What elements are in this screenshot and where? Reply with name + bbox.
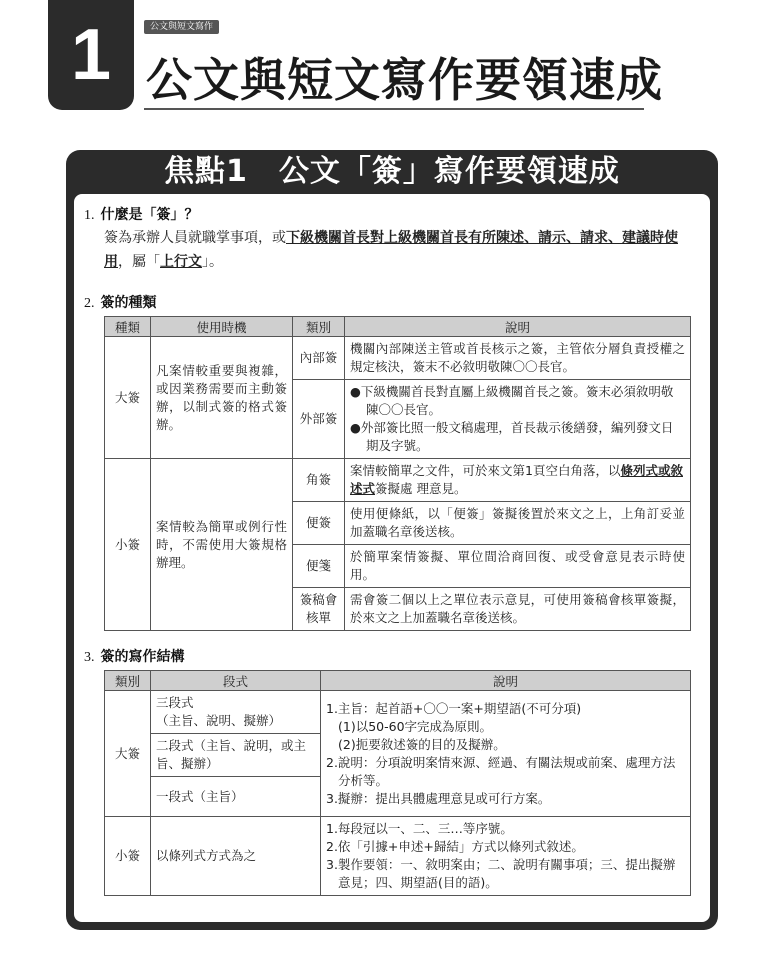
memo-sign-category: 便簽 [293,502,345,545]
internal-sign-description: 機關內部陳送主管或首長核示之簽，主管依分層負責授權之規定核決，簽末不必敘明敬陳〇〇長官。 [345,337,691,380]
structure-header-style: 段式 [151,671,321,691]
big-desc-item-3: 3.擬辦：提出具體處理意見或可行方案。 [326,790,551,806]
small-sign-type: 小簽 [105,459,151,631]
external-sign-bullet-1: ●下級機關首長對直屬上級機關首長之簽。簽末必須敘明敬陳〇〇長官。 [350,384,674,417]
section1-heading [84,204,199,224]
section1-text-upward: 上行文 [160,254,202,270]
external-sign-description [345,380,691,459]
corner-sign-desc-c: 簽擬處 理意見。 [375,481,467,496]
big-sign-timing: 凡案情較重要與複雜，或因業務需要而主動簽辦，以制式簽的格式簽辦。 [151,337,293,459]
chapter-divider [144,108,644,110]
types-header-type: 種類 [105,317,151,337]
corner-sign-category: 角簽 [293,459,345,502]
small-desc-item-2: 2.依「引據+申述+歸結」方式以條列式敘述。 [326,839,584,854]
three-part-style [151,691,321,734]
section1-title: 什麼是「簽」？ [100,207,199,223]
section2-heading [84,292,157,312]
big-desc-item-1a: (1)以50-60字完成為原則。 [338,718,493,734]
section3-number: 3. [84,650,95,665]
small-desc-item-3: 3.製作要領：一、敘明案由；二、說明有關事項；三、提出擬辦意見；四、期望語(目的語)。 [326,857,676,890]
review-form-category: 簽稿會核單 [293,588,345,631]
section3-heading [84,646,185,666]
big-desc-item-2: 2.說明：分項說明案情來源、經過、有關法規或前案、處理方法分析等。 [326,754,676,788]
types-header-timing: 使用時機 [151,317,293,337]
external-sign-category: 外部簽 [293,380,345,459]
types-table [104,316,691,631]
corner-sign-desc-a: 案情較簡單之文件，可於來文第1頁空白角落，以 [350,463,621,478]
structure-header-type: 類別 [105,671,151,691]
types-header-description: 說明 [345,317,691,337]
small-sign-timing: 案情較為簡單或例行性時，不需使用大簽規格辦理。 [151,459,293,631]
corner-sign-desc-emphasis: 條列式或敘述式 [350,463,683,496]
structure-table [104,670,691,896]
section2-title: 簽的種類 [100,295,157,311]
small-desc-item-1: 1.每段冠以一、二、三…等序號。 [326,821,513,836]
section1-paragraph [104,226,704,274]
three-part-style-parts: （主旨、說明、擬辦） [156,713,282,728]
section1-text-c: ，屬「 [118,254,160,270]
section1-text-a: 簽為承辦人員就職掌事項，或 [104,230,286,246]
panel-title: 焦點1 公文「簽」寫作要領速成 [164,154,620,189]
big-desc-item-1b: (2)扼要敘述簽的目的及擬辦。 [338,736,506,752]
external-sign-bullet-2: ●外部簽比照一般文稿處理，首長裁示後繕發，編列發文日期及字號。 [350,420,674,453]
internal-sign-category: 內部簽 [293,337,345,380]
structure-small-type: 小簽 [105,817,151,896]
three-part-style-name: 三段式 [156,695,194,710]
section3-title: 簽的寫作結構 [100,649,185,665]
chapter-number-badge: 1 [48,0,134,110]
chapter-title: 公文與短文寫作要領速成 [146,53,663,107]
types-header-category: 類別 [293,317,345,337]
two-part-style: 二段式（主旨、說明，或主旨、擬辦） [151,734,321,777]
structure-small-style: 以條列式方式為之 [151,817,321,896]
big-desc-item-1: 1.主旨：起首語+〇〇一案+期望語(不可分項) [326,700,582,716]
structure-big-description [321,691,691,817]
one-part-style: 一段式（主旨） [151,777,321,817]
chapter-tag: 公文與短文寫作 [144,20,219,34]
note-sign-description: 於簡單案情簽擬、單位間洽商回復、或受會意見表示時使用。 [345,545,691,588]
structure-header-description: 說明 [321,671,691,691]
structure-big-type: 大簽 [105,691,151,817]
memo-sign-description: 使用便條紙，以「便簽」簽擬後置於來文之上，上角訂妥並加蓋職名章後送核。 [345,502,691,545]
section1-text-emphasis: 下級機關首長對上級機關首長有所陳述、請示、請求、建議時使用 [104,230,678,270]
big-sign-type: 大簽 [105,337,151,459]
structure-small-description [321,817,691,896]
review-form-description: 需會簽二個以上之單位表示意見，可使用簽稿會核單簽擬，於來文之上加蓋職名章後送核。 [345,588,691,631]
section2-number: 2. [84,296,95,311]
section1-text-e: 」。 [202,254,223,270]
note-sign-category: 便箋 [293,545,345,588]
corner-sign-description [345,459,691,502]
section1-number: 1. [84,208,95,223]
